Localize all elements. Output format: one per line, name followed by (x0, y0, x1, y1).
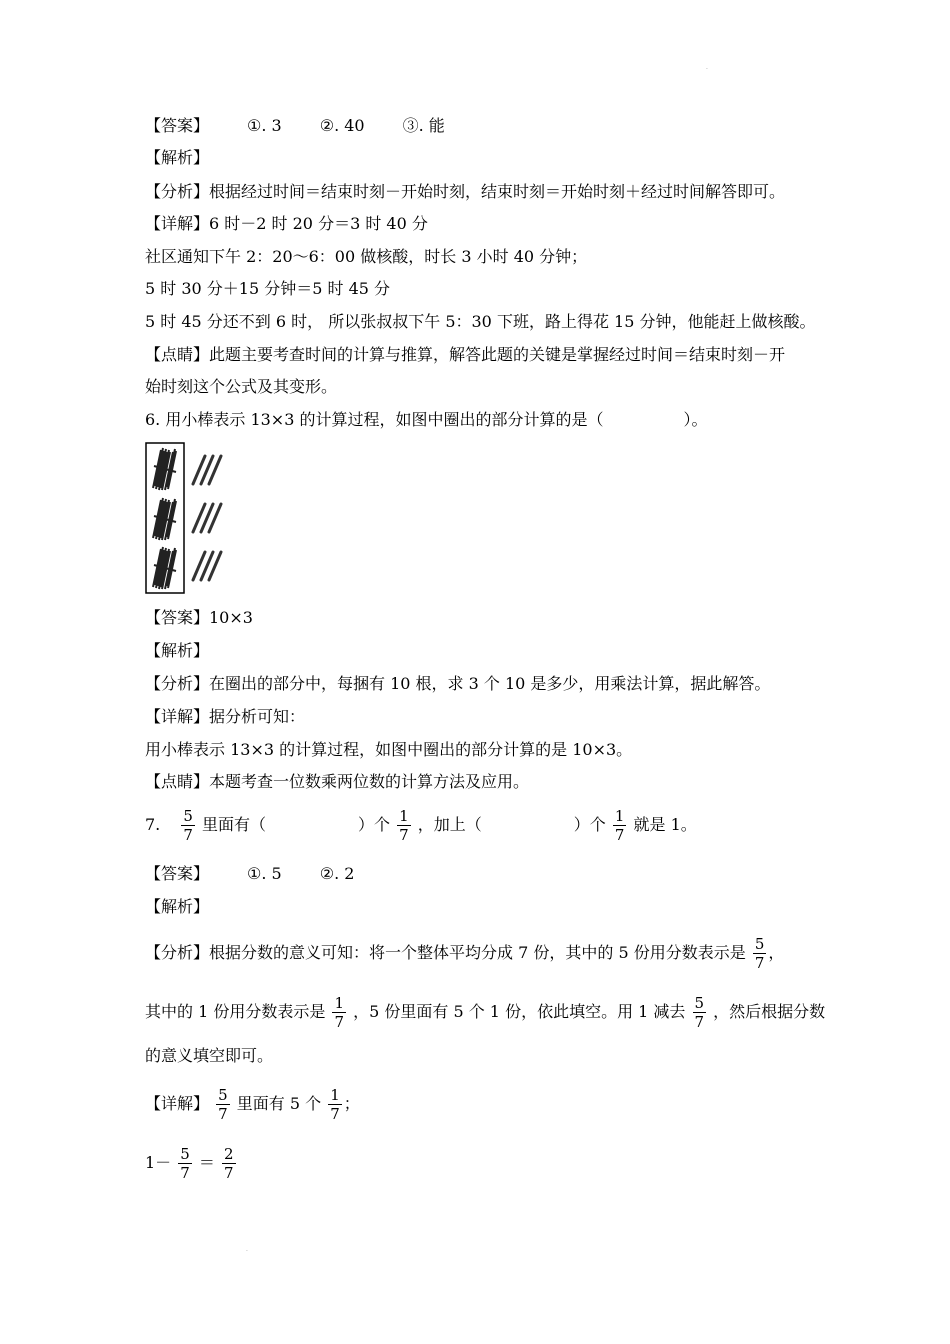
q7-text-2: ）个 (358, 815, 391, 834)
q7-calculation: 1－ $\frac{5}{7}$ ＝ $\frac{2}{7}$ (145, 1145, 234, 1182)
q7-question (145, 804, 697, 846)
bundle-3 (153, 547, 176, 589)
q7-analysis-tag: 【解析】 (145, 897, 210, 916)
answer-1: ①. 3 (247, 116, 282, 135)
bundle-1 (153, 448, 176, 490)
bundle-2 (153, 498, 176, 540)
fraction-1-7-b: $\frac{1}{7}$ (614, 807, 625, 844)
q6-fenxi: 【分析】在圈出的部分中，每捆有 10 根，求 3 个 10 是多少，用乘法计算，据此解答。 (145, 674, 771, 693)
answer-tag: 【答案】 (145, 864, 210, 883)
q5-line2: 5 时 30 分＋15 分钟＝5 时 45 分 (145, 279, 391, 298)
q7-text-4: ）个 (573, 815, 606, 834)
q7-text-1: 里面有（ (202, 815, 267, 834)
q5-dianjing-1: 【点睛】此题主要考查时间的计算与推算，解答此题的关键是掌握经过时间＝结束时刻－开 (145, 345, 786, 364)
q7-answer-line (145, 863, 354, 885)
q7-xiangjie: 【详解】 $\frac{5}{7}$ 里面有 5 个 $\frac{1}{7}$ ； (145, 1086, 360, 1123)
answer-2: ②. 2 (319, 864, 355, 883)
scan-dot: · (706, 66, 708, 73)
fraction-1-7: $\frac{1}{7}$ (399, 807, 409, 844)
fraction-5-7: $\frac{5}{7}$ (218, 1086, 228, 1123)
q5-fenxi: 【分析】根据经过时间＝结束时刻－开始时刻，结束时刻＝开始时刻＋经过时间解答即可。 (145, 182, 786, 201)
fraction-5-7: $\frac{5}{7}$ (183, 807, 193, 844)
fraction-1-7: $\frac{1}{7}$ (330, 1086, 340, 1123)
q5-dianjing-2: 始时刻这个公式及其变形。 (145, 377, 338, 396)
fraction-5-7: $\frac{5}{7}$ (180, 1145, 190, 1182)
answer-1: ①. 5 (247, 864, 282, 883)
answer-tag: 【答案】 (145, 116, 210, 135)
q7-number: 7. (145, 815, 161, 834)
sticks-figure (145, 442, 235, 594)
q7-text-3: ，加上（ (417, 815, 482, 834)
scan-dot: · (246, 1248, 248, 1255)
fraction-5-7-b: $\frac{5}{7}$ (694, 994, 705, 1031)
q5-answer-line (145, 115, 445, 137)
q7-text-5: 就是 1。 (633, 815, 697, 834)
answer-2: ②. 40 (319, 116, 365, 135)
sticks-illustration (145, 442, 235, 594)
q6-answer: 【答案】10×3 (145, 608, 253, 627)
q5-analysis-tag: 【解析】 (145, 148, 210, 167)
q6-dianjing: 【点睛】本题考查一位数乘两位数的计算方法及应用。 (145, 772, 530, 791)
q5-line1: 社区通知下午 2：20～6：00 做核酸，时长 3 小时 40 分钟； (145, 247, 588, 266)
fraction-1-7: $\frac{1}{7}$ (334, 994, 344, 1031)
q6-xiangjie: 【详解】据分析可知： (145, 707, 306, 726)
q5-line3: 5 时 45 分还不到 6 时， 所以张叔叔下午 5：30 下班，路上得花 15 分钟，他能赶上做核酸。 (145, 312, 816, 331)
single-sticks (193, 456, 221, 580)
fraction-2-7: $\frac{2}{7}$ (224, 1145, 234, 1182)
q7-fenxi-2: 其中的 1 份用分数表示是 $\frac{1}{7}$ ，5 份里面有 5 个 1 份，依此填空。用 1 减去 $\frac{5}{7}$ ，然后根据分数 (145, 994, 826, 1031)
q6-question: 6. 用小棒表示 13×3 的计算过程，如图中圈出的部分计算的是（ ）。 (145, 410, 708, 429)
q5-xiangjie: 【详解】6 时－2 时 20 分＝3 时 40 分 (145, 214, 428, 233)
answer-3: ③. 能 (402, 116, 445, 135)
q7-fenxi-3: 的意义填空即可。 (145, 1046, 274, 1065)
q7-fenxi-1: 【分析】根据分数的意义可知：将一个整体平均分成 7 份，其中的 5 份用分数表示是 $\frac{5}{7}$ ， (145, 935, 785, 972)
fraction-5-7: $\frac{5}{7}$ (754, 935, 765, 972)
q6-line1: 用小棒表示 13×3 的计算过程，如图中圈出的部分计算的是 10×3。 (145, 740, 633, 759)
q6-analysis-tag: 【解析】 (145, 641, 210, 660)
